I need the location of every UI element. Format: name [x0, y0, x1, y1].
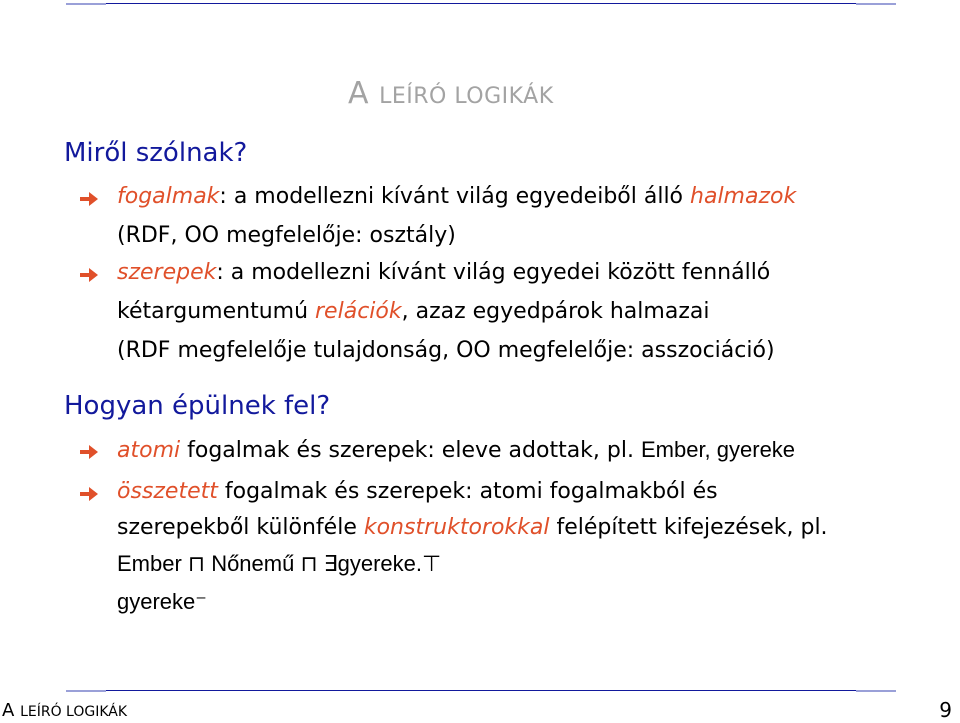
bullet-roles-line2: kétargumentumú relációk, azaz egyedpárok halmazai [117, 299, 710, 324]
bottom-rule-main [106, 690, 856, 691]
bottom-rule-left [66, 690, 106, 692]
arrow-right-icon [78, 483, 100, 505]
page-number: 9 [939, 698, 952, 722]
term-sets: halmazok [690, 184, 797, 209]
top-rule-right [856, 3, 896, 5]
bullet-atomic: atomi fogalmak és szerepek: eleve adottak, pl. Ember, gyereke [117, 437, 796, 463]
term-concepts: fogalmak [117, 184, 220, 209]
term-relations: relációk [315, 299, 402, 324]
top-rule-left [66, 3, 106, 5]
term-atomic: atomi [117, 438, 181, 463]
term-constructors: konstruktorokkal [363, 515, 550, 540]
bullet-complex-line2: szerepekből különféle konstruktorokkal felépített kifejezések, pl. [117, 515, 828, 540]
page-title: A LEÍRÓ LOGIKÁK [348, 76, 554, 111]
bullet-concepts-line1: fogalmak: a modellezni kívánt világ egyedeiből álló halmazok [117, 184, 797, 209]
top-rule-main [106, 3, 856, 4]
formula-concept: Ember ⊓ Nőnemű ⊓ ∃gyereke.⊤ [117, 551, 442, 576]
footer-title: A LEÍRÓ LOGIKÁK [2, 700, 128, 721]
arrow-right-icon [78, 441, 100, 463]
arrow-right-icon [78, 188, 100, 210]
section-heading-what: Miről szólnak? [64, 138, 248, 168]
bullet-roles-line3: (RDF megfelelője tulajdonság, OO megfelelője: asszociáció) [117, 338, 775, 363]
arrow-right-icon [78, 264, 100, 286]
formula-role: gyereke⁻ [117, 589, 207, 614]
bottom-rule-right [856, 690, 896, 692]
bullet-roles-line1: szerepek: a modellezni kívánt világ egyedei között fennálló [117, 260, 771, 285]
bullet-concepts-line2: (RDF, OO megfelelője: osztály) [117, 223, 456, 248]
bullet-complex-line1: összetett fogalmak és szerepek: atomi fogalmakból és [117, 479, 718, 504]
term-complex: összetett [117, 479, 218, 504]
term-roles: szerepek [117, 260, 217, 285]
section-heading-how: Hogyan épülnek fel? [64, 391, 331, 421]
